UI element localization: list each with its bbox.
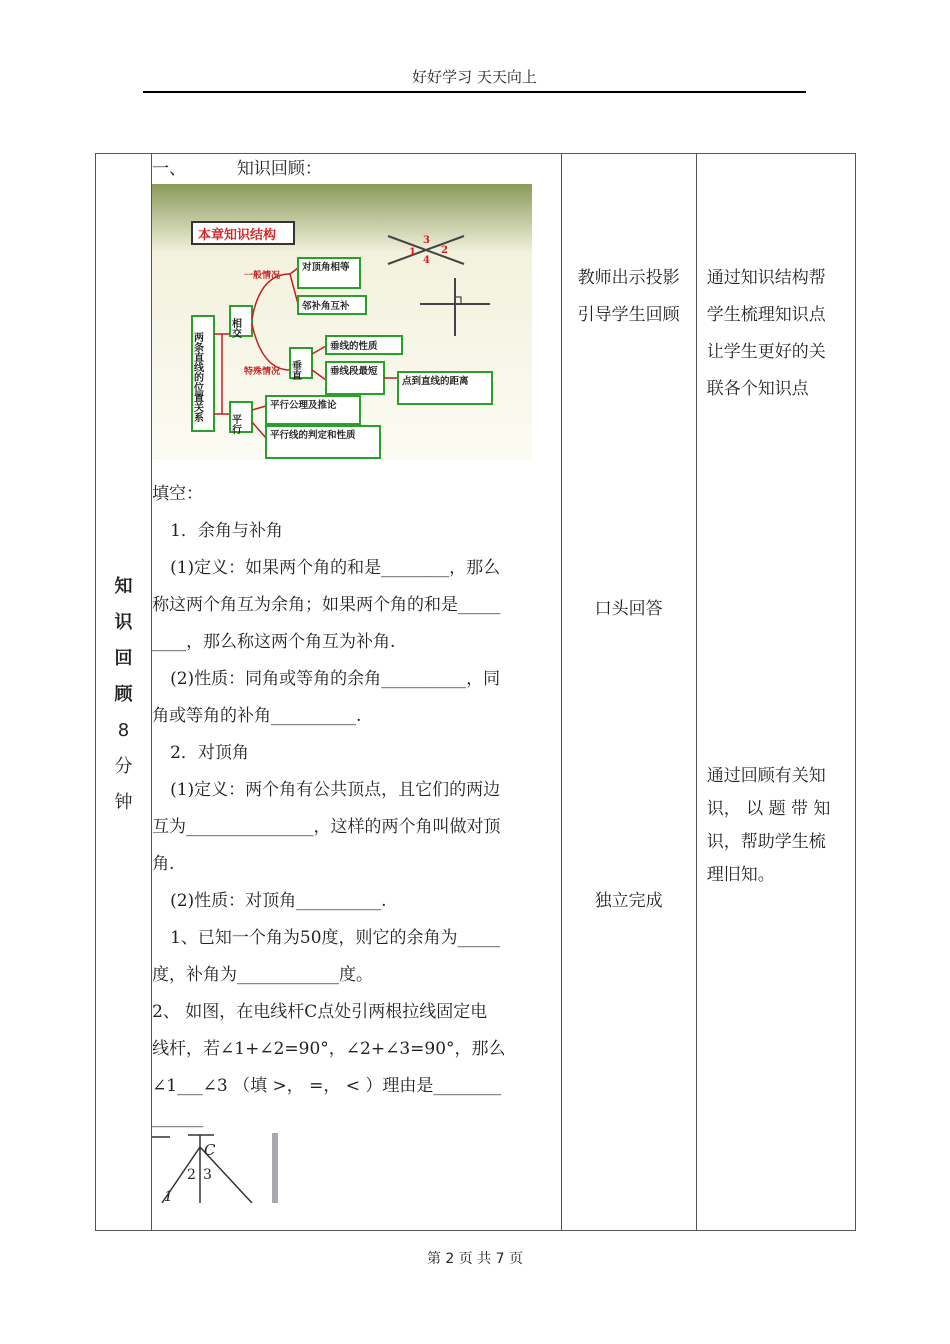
supplementary-label: 邻补角互补 <box>302 301 350 312</box>
angle-label: 4 <box>423 255 431 266</box>
exercise-2: ∠1___∠3 （填 >， =， < ）理由是________ <box>152 1076 502 1096</box>
section-char: 顾 <box>114 684 133 705</box>
heading-text: 知识回顾： <box>236 159 322 179</box>
parallel-axiom-label: 平行公理及推论 <box>270 400 337 411</box>
general-case-label: 一般情况 <box>244 271 281 281</box>
special-case-label: 特殊情况 <box>244 367 281 377</box>
q2-title: 2．对顶角 <box>170 743 249 763</box>
q1-title: 1．余角与补角 <box>170 521 283 541</box>
q1-property: 角或等角的补角__________. <box>152 706 362 726</box>
section-char: 知 <box>114 576 133 597</box>
q2-definition: 角. <box>152 854 175 874</box>
section-label <box>96 569 151 821</box>
q2-definition: (1)定义：两个角有公共顶点，且它们的两边 <box>170 780 501 800</box>
teacher-activity-b: 口头回答 <box>594 599 663 619</box>
purpose-line: 理旧知。 <box>706 865 775 885</box>
figure-border <box>272 1133 278 1203</box>
teacher-activity-c: 独立完成 <box>594 891 663 911</box>
purpose-line: 通过回顾有关知 <box>706 766 826 786</box>
q2-definition: 互为_______________，这样的两个角叫做对顶 <box>152 817 501 837</box>
review-heading <box>152 154 561 184</box>
figure-label-c: C <box>204 1141 216 1159</box>
section-char: 回 <box>114 648 133 669</box>
distance-label: 点到直线的距离 <box>402 376 469 387</box>
purpose-a <box>707 260 847 408</box>
exercise-2: 线杆，若∠1+∠2=90°，∠2+∠3=90°，那么 <box>152 1039 506 1059</box>
section-char: 钟 <box>114 792 133 813</box>
page-header: 好好学习 天天向上 <box>143 66 806 93</box>
shortest-label: 垂线段最短 <box>330 366 378 377</box>
heading-number: 一、 <box>152 159 187 179</box>
exercise-1: 度，补角为____________度。 <box>152 965 374 985</box>
perp-property-label: 垂线的性质 <box>330 341 378 352</box>
content-cell <box>152 154 562 1231</box>
angle-label: 1 <box>409 247 417 258</box>
section-char: 分 <box>114 756 133 777</box>
q2-property: (2)性质：对顶角__________. <box>170 891 387 911</box>
root-label: 两条直线的位置关系 <box>191 332 203 422</box>
exercise-2: ______ <box>152 1108 204 1128</box>
lesson-table <box>95 153 856 1231</box>
vertical-angles-label: 对顶角相等 <box>302 262 350 273</box>
knowledge-structure-diagram <box>152 184 532 460</box>
purpose-line: 联各个知识点 <box>706 379 809 399</box>
teacher-line: 引导学生回顾 <box>577 305 680 325</box>
page-footer: 第 2 页 共 7 页 <box>426 1251 524 1267</box>
q1-property: (2)性质：同角或等角的余角__________，同 <box>170 669 501 689</box>
exercise-2: 2、 如图，在电线杆C点处引两根拉线固定电 <box>152 1002 488 1022</box>
parallel-label: 平行 <box>229 414 241 434</box>
diagram-title: 本章知识结构 <box>198 228 277 243</box>
purpose-line: 识， 以 题 带 知 <box>706 799 831 819</box>
purpose-cell <box>696 154 855 1231</box>
angle-label: 2 <box>441 245 449 256</box>
figure-label-1: 1 <box>164 1189 173 1203</box>
purpose-line: 让学生更好的关 <box>706 342 826 362</box>
purpose-line: 通过知识结构帮 <box>706 268 826 288</box>
teacher-activity-cell <box>561 154 696 1231</box>
section-char: 识 <box>114 612 133 633</box>
teacher-line: 教师出示投影 <box>577 268 680 288</box>
q1-definition: ____，那么称这两个角互为补角. <box>152 632 396 652</box>
purpose-line: 学生梳理知识点 <box>706 305 826 325</box>
section-char: 8 <box>117 720 130 741</box>
section-label-cell <box>96 154 152 1231</box>
exercise-1: 1、已知一个角为50度，则它的余角为_____ <box>170 928 501 948</box>
figure-label-2: 2 <box>187 1167 196 1183</box>
purpose-line: 识，帮助学生梳 <box>706 832 826 852</box>
fill-label: 填空： <box>152 484 204 504</box>
perpendicular-label: 垂直 <box>289 360 301 380</box>
teacher-activity-a <box>562 260 696 334</box>
diagram-svg <box>152 184 532 460</box>
q1-definition: (1)定义：如果两个角的和是________，那么 <box>170 558 501 578</box>
utility-pole-figure <box>152 1131 292 1203</box>
q1-definition: 称这两个角互为余角；如果两个角的和是_____ <box>152 595 501 615</box>
figure-label-3: 3 <box>203 1167 212 1183</box>
parallel-criteria-label: 平行线的判定和性质 <box>270 430 356 441</box>
intersect-label: 相交 <box>229 318 241 338</box>
angle-label: 3 <box>423 235 431 246</box>
purpose-b <box>707 760 847 892</box>
